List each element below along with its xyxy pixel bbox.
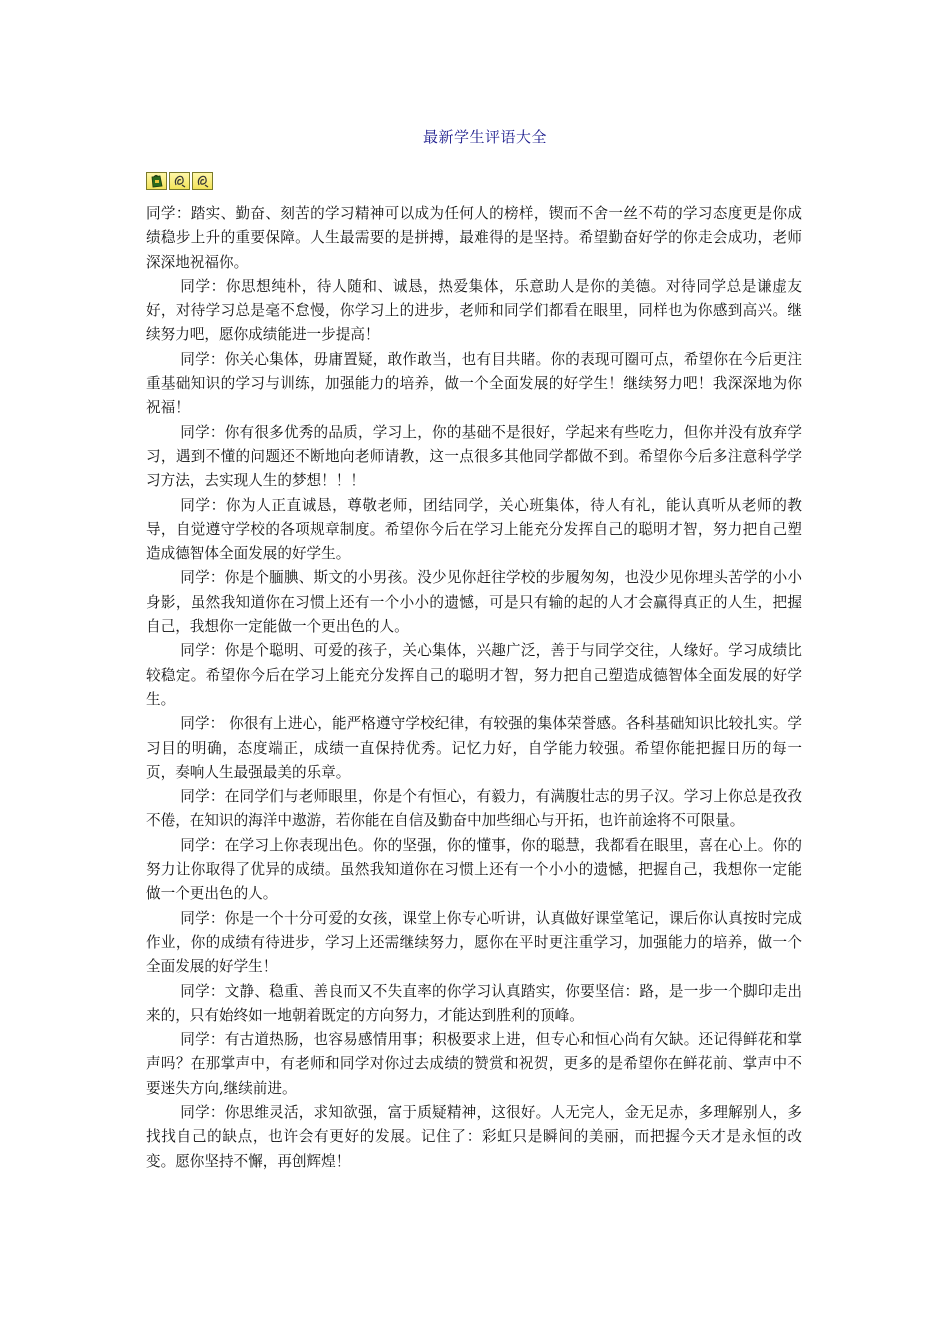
comment-paragraph: 同学：在学习上你表现出色。你的坚强，你的懂事，你的聪慧，我都看在眼里，喜在心上。你的努力让你取得了优异的成绩。虽然我知道你在习惯上还有一个小小的遗憾，把握自己，我想你一定能做一个更出色的人。	[146, 836, 802, 903]
comment-paragraph: 同学：你思维灵活，求知欲强，富于质疑精神，这很好。人无完人，金无足赤，多理解别人，多找找自己的缺点，也许会有更好的发展。记住了：彩虹只是瞬间的美丽，而把握今天才是永恒的改变。愿你坚持不懈，再创辉煌！	[146, 1103, 802, 1170]
comment-paragraph: 同学：有古道热肠，也容易感情用事；积极要求上进，但专心和恒心尚有欠缺。还记得鲜花和掌声吗？在那掌声中，有老师和同学对你过去成绩的赞赏和祝贺，更多的是希望你在鲜花前、掌声中不要迷失方向,继续前进。	[146, 1031, 802, 1097]
comment-paragraph: 同学：你思想纯朴，待人随和、诚恳，热爱集体，乐意助人是你的美德。对待同学总是谦虚友好，对待学习总是毫不怠慢，你学习上的进步，老师和同学们都看在眼里，同样也为你感到高兴。继续努力吧，愿你成绩能进一步提高！	[146, 277, 802, 344]
comment-paragraph: 同学：你是个腼腆、斯文的小男孩。没少见你赶往学校的步履匆匆，也没少见你埋头苦学的小小身影，虽然我知道你在习惯上还有一个小小的遗憾，可是只有输的起的人才会赢得真正的人生，把握自己，我想你一定能做一个更出色的人。	[146, 569, 802, 636]
comment-paragraph: 同学：你为人正直诚恳，尊敬老师，团结同学，关心班集体，待人有礼，能认真听从老师的教导，自觉遵守学校的各项规章制度。希望你今后在学习上能充分发挥自己的聪明才智，努力把自己塑造成德智体全面发展的好学生。	[146, 496, 802, 563]
comment-paragraph: 同学：踏实、勤奋、刻苦的学习精神可以成为任何人的榜样，锲而不舍一丝不苟的学习态度更是你成绩稳步上升的重要保障。人生最需要的是拼搏，最难得的是坚持。希望勤奋好学的你走会成功，老师深深地祝福你。	[146, 205, 802, 271]
comment-paragraph: 同学：你是个聪明、可爱的孩子，关心集体，兴趣广泛，善于与同学交往，人缘好。学习成绩比较稳定。希望你今后在学习上能充分发挥自己的聪明才智，努力把自己塑造成德智体全面发展的好学生。	[146, 642, 802, 708]
gift-bag-icon[interactable]	[146, 172, 167, 190]
doodle-icon[interactable]	[192, 172, 213, 190]
doodle-icon[interactable]	[169, 172, 190, 190]
comment-paragraph: 同学： 你很有上进心，能严格遵守学校纪律，有较强的集体荣誉感。各科基础知识比较扎实。学习目的明确，态度端正，成绩一直保持优秀。记忆力好，自学能力较强。希望你能把握日历的每一页，奏响人生最强最美的乐章。	[146, 715, 802, 781]
comment-paragraph: 同学：你关心集体，毋庸置疑，敢作敢当，也有目共睹。你的表现可圈可点，希望你在今后更注重基础知识的学习与训练，加强能力的培养，做一个全面发展的好学生！继续努力吧！我深深地为你祝福！	[146, 350, 802, 417]
icon-toolbar	[146, 172, 213, 192]
page-title: 最新学生评语大全	[422, 128, 547, 146]
comment-paragraph: 同学：你有很多优秀的品质，学习上，你的基础不是很好，学起来有些吃力，但你并没有放弃学习，遇到不懂的问题还不断地向老师请教，这一点很多其他同学都做不到。希望你今后多注意科学学习方法，去实现人生的梦想！！！	[146, 423, 802, 490]
comments-body	[146, 202, 802, 1174]
comment-paragraph: 同学：你是一个十分可爱的女孩，课堂上你专心听讲，认真做好课堂笔记，课后你认真按时完成作业，你的成绩有待进步，学习上还需继续努力，愿你在平时更注重学习，加强能力的培养，做一个全面发展的好学生！	[146, 909, 802, 976]
comment-paragraph: 同学：文静、稳重、善良而又不失直率的你学习认真踏实，你要坚信：路，是一步一个脚印走出来的，只有始终如一地朝着既定的方向努力，才能达到胜利的顶峰。	[146, 982, 802, 1024]
comment-paragraph: 同学：在同学们与老师眼里，你是个有恒心，有毅力，有满腹壮志的男子汉。学习上你总是孜孜不倦，在知识的海洋中遨游，若你能在自信及勤奋中加些细心与开拓，也许前途将不可限量。	[146, 788, 802, 830]
